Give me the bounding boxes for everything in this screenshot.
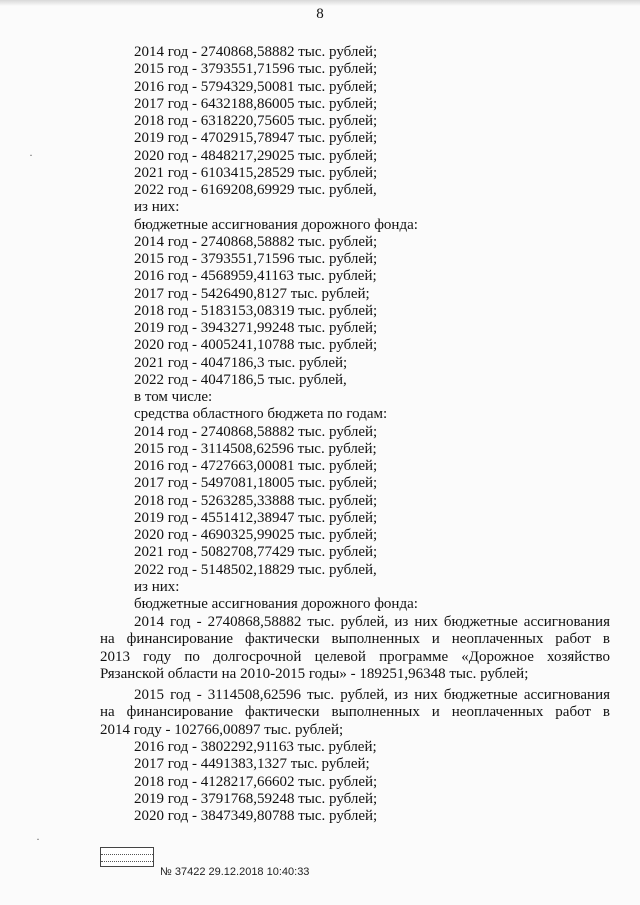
text-line: 2014 год - 2740868,58882 тыс. рублей;: [134, 423, 378, 440]
text-line: 2020 год - 3847349,80788 тыс. рублей;: [134, 808, 378, 824]
text-line: 2016 год - 5794329,50081 тыс. рублей;: [134, 78, 378, 95]
text-line: 2018 год - 5263285,33888 тыс. рублей;: [134, 492, 378, 509]
text-line: 2016 год - 4727663,00081 тыс. рублей;: [134, 458, 378, 474]
paragraph-line: 2014 году - 102766,00897 тыс. рублей;: [100, 721, 344, 738]
paragraph-line: Рязанской области на 2010-2015 годы» - 189251,96348 тыс. рублей;: [100, 665, 529, 682]
paragraph-line: 2014 год - 2740868,58882 тыс. рублей, из них бюджетные ассигнования: [134, 614, 610, 630]
text-line: 2020 год - 4848217,29025 тыс. рублей;: [134, 147, 378, 164]
text-line: 2019 год - 4551412,38947 тыс. рублей;: [134, 509, 378, 526]
text-line: 2021 год - 4047186,3 тыс. рублей;: [134, 354, 348, 371]
scan-speck: ·: [29, 148, 33, 162]
text-line: 2017 год - 5497081,18005 тыс. рублей;: [134, 475, 378, 492]
text-line: 2019 год - 3791768,59248 тыс. рублей;: [134, 790, 378, 807]
paragraph-line: 2013 году по долгосрочной целевой программе «Дорожное хозяйство: [100, 648, 610, 665]
registry-stamp: [100, 847, 154, 867]
paragraph-line: 2015 год - 3114508,62596 тыс. рублей, из них бюджетные ассигнования: [134, 687, 610, 703]
text-line: бюджетные ассигнования дорожного фонда:: [134, 596, 418, 612]
text-line: бюджетные ассигнования дорожного фонда:: [134, 216, 418, 233]
text-line: 2022 год - 5148502,18829 тыс. рублей,: [134, 561, 377, 578]
text-line: 2017 год - 4491383,1327 тыс. рублей;: [134, 756, 370, 773]
text-line: в том числе:: [134, 389, 213, 405]
text-line: 2018 год - 6318220,75605 тыс. рублей;: [134, 113, 378, 129]
text-line: 2016 год - 3802292,91163 тыс. рублей;: [134, 739, 377, 755]
text-line: из них:: [134, 578, 180, 595]
text-line: 2017 год - 5426490,8127 тыс. рублей;: [134, 285, 370, 302]
page-number: 8: [316, 6, 324, 22]
text-line: 2022 год - 6169208,69929 тыс. рублей,: [134, 182, 377, 198]
text-line: 2021 год - 6103415,28529 тыс. рублей;: [134, 164, 378, 181]
document-registration: № 37422 29.12.2018 10:40:33: [160, 866, 310, 878]
text-line: 2022 год - 4047186,5 тыс. рублей,: [134, 371, 347, 388]
text-line: 2017 год - 6432188,86005 тыс. рублей;: [134, 95, 378, 112]
text-line: 2019 год - 3943271,99248 тыс. рублей;: [134, 320, 378, 336]
text-line: 2020 год - 4005241,10788 тыс. рублей;: [134, 337, 378, 354]
text-line: средства областного бюджета по годам:: [134, 406, 388, 423]
text-line: 2021 год - 5082708,77429 тыс. рублей;: [134, 544, 378, 561]
text-line: 2019 год - 4702915,78947 тыс. рублей;: [134, 130, 378, 147]
text-line: 2020 год - 4690325,99025 тыс. рублей;: [134, 527, 378, 543]
paragraph-line: на финансирование фактически выполненных и неоплаченных работ в: [100, 631, 610, 648]
text-line: 2014 год - 2740868,58882 тыс. рублей;: [134, 44, 378, 60]
text-line: 2016 год - 4568959,41163 тыс. рублей;: [134, 268, 377, 285]
text-line: из них:: [134, 199, 180, 216]
text-line: 2014 год - 2740868,58882 тыс. рублей;: [134, 233, 378, 250]
text-line: 2015 год - 3114508,62596 тыс. рублей;: [134, 440, 377, 457]
text-line: 2018 год - 4128217,66602 тыс. рублей;: [134, 773, 378, 790]
scan-speck: ·: [36, 832, 40, 846]
text-line: 2015 год - 3793551,71596 тыс. рублей;: [134, 251, 378, 267]
text-line: 2015 год - 3793551,71596 тыс. рублей;: [134, 61, 378, 78]
text-line: 2018 год - 5183153,08319 тыс. рублей;: [134, 302, 378, 319]
paragraph-line: на финансирование фактически выполненных и неоплаченных работ в: [100, 704, 610, 721]
